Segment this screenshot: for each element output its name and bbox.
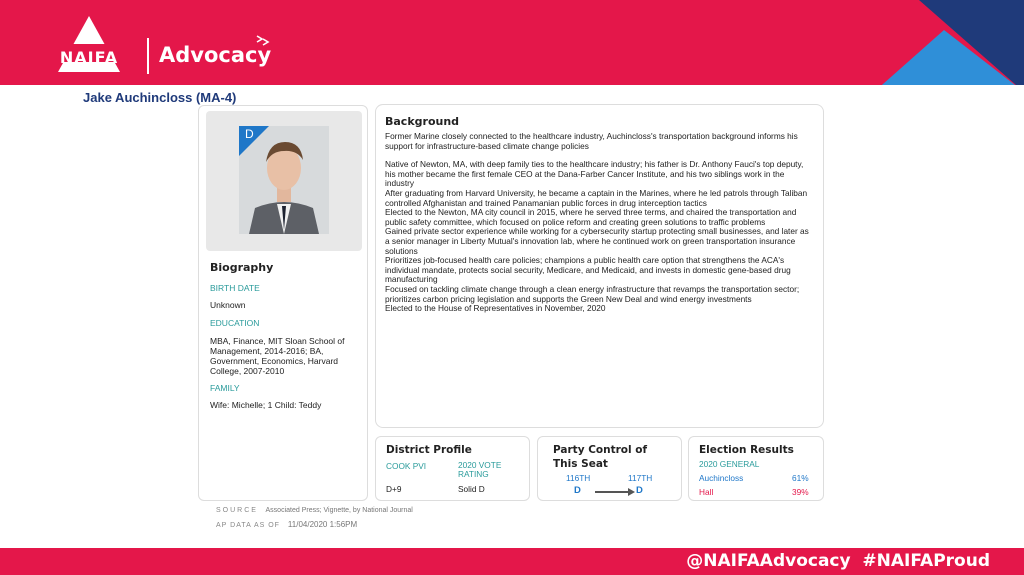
district-profile-card <box>375 436 530 501</box>
member-photo <box>239 126 329 234</box>
footer-hashtags: @NAIFAAdvocacy #NAIFAProud <box>686 551 990 571</box>
party-badge <box>239 126 269 156</box>
background-item: Prioritizes job-focused health care policies; champions a public health care option that strengthens the ACA's individual mandate, protects social security, Medicare, and Medicaid, and invests in domestic gene-based drug manufacturing <box>385 255 791 285</box>
family-label: FAMILY <box>210 383 240 393</box>
vote-rating-value: Solid D <box>458 484 485 494</box>
naifa-logo <box>50 14 140 78</box>
birth-date-value: Unknown <box>210 300 246 310</box>
header-banner <box>0 0 1024 85</box>
asof-text: 11/04/2020 1:56PM <box>287 520 358 529</box>
footer-banner <box>0 548 1024 575</box>
source-text: Associated Press; Vignette, by National Journal <box>265 507 413 514</box>
background-summary: Former Marine closely connected to the healthcare industry, Auchincloss's transportation background informs his support for infrastructure-based climate change policies <box>385 131 798 151</box>
to-party: D <box>636 485 643 496</box>
asof-row <box>216 520 357 529</box>
election-sub-label: 2020 GENERAL <box>699 459 760 469</box>
background-item: Focused on tackling climate change through a clean energy infrastructure that revamps the transportation sector; prioritizes carbon pricing legislation and supports the Green New Deal and wind energy investments <box>385 283 800 304</box>
candidate-name: Hall <box>699 487 714 497</box>
to-congress-label: 117TH <box>628 473 653 483</box>
party-control-card <box>537 436 682 501</box>
party-control-heading: Party Control of This Seat <box>553 444 648 470</box>
logo-divider <box>147 38 149 74</box>
cook-pvi-label: COOK PVI <box>386 461 427 471</box>
family-value: Wife: Michelle; 1 Child: Teddy <box>210 400 322 410</box>
brand-title: Advocacy <box>159 43 272 67</box>
arrows-icon <box>255 34 273 48</box>
education-value: MBA, Finance, MIT Sloan School of Management, 2014-2016; BA, Government, Economics, Harvard College, 2007-2010 <box>210 336 345 376</box>
logo-text: NAIFA <box>59 48 119 67</box>
background-body <box>385 132 815 314</box>
candidate-name: Auchincloss <box>699 473 744 483</box>
page-title: Jake Auchincloss (MA-4) <box>83 90 237 105</box>
vote-rating-label: 2020 VOTE RATING <box>458 460 502 479</box>
candidate-pct: 39% <box>792 487 809 497</box>
biography-heading: Biography <box>210 261 274 274</box>
background-item: Native of Newton, MA, with deep family ties to the healthcare industry; his father is Dr. Anthony Fauci's top deputy, his mother became the first female CEO at the Dana-Farber Cancer Institute, and his two siblings work in the industry <box>385 159 804 189</box>
arrow-right-icon <box>594 487 636 497</box>
logo-triangle-icon <box>50 14 140 78</box>
background-item: Elected to the House of Representatives in November, 2020 <box>385 303 606 314</box>
background-card <box>375 104 824 428</box>
education-label: EDUCATION <box>210 318 260 328</box>
corner-decoration <box>844 0 1024 85</box>
party-letter: D <box>245 127 254 141</box>
background-item: Elected to the Newton, MA city council in 2015, where he served three terms, and chaired the transportation and public safety committee, which focused on police reform and creating green solutions to traffic problems <box>385 207 797 227</box>
source-row <box>216 507 413 514</box>
background-item: After graduating from Harvard University, he became a captain in the Marines, where he led patrols through Taliban controlled Afghanistan and trained Panamanian public forces in drug interception tactics <box>385 187 808 208</box>
from-party: D <box>574 485 581 496</box>
profile-card <box>198 105 368 501</box>
from-congress-label: 116TH <box>566 473 591 483</box>
cook-pvi-value: D+9 <box>386 484 402 494</box>
candidate-pct: 61% <box>792 473 809 483</box>
source-label: SOURCE <box>216 507 258 514</box>
election-heading: Election Results <box>699 444 794 456</box>
background-heading: Background <box>385 115 460 128</box>
election-results-card <box>688 436 824 501</box>
asof-label: AP DATA AS OF <box>216 522 280 529</box>
birth-date-label: BIRTH DATE <box>210 283 260 293</box>
district-heading: District Profile <box>386 444 472 456</box>
background-item: Gained private sector experience while working for a cybersecurity startup protecting small businesses, and later as a senior manager in Liberty Mutual's innovation lab, where he continued work on green transportation insurance solutions <box>385 226 809 256</box>
photo-container <box>206 111 362 251</box>
